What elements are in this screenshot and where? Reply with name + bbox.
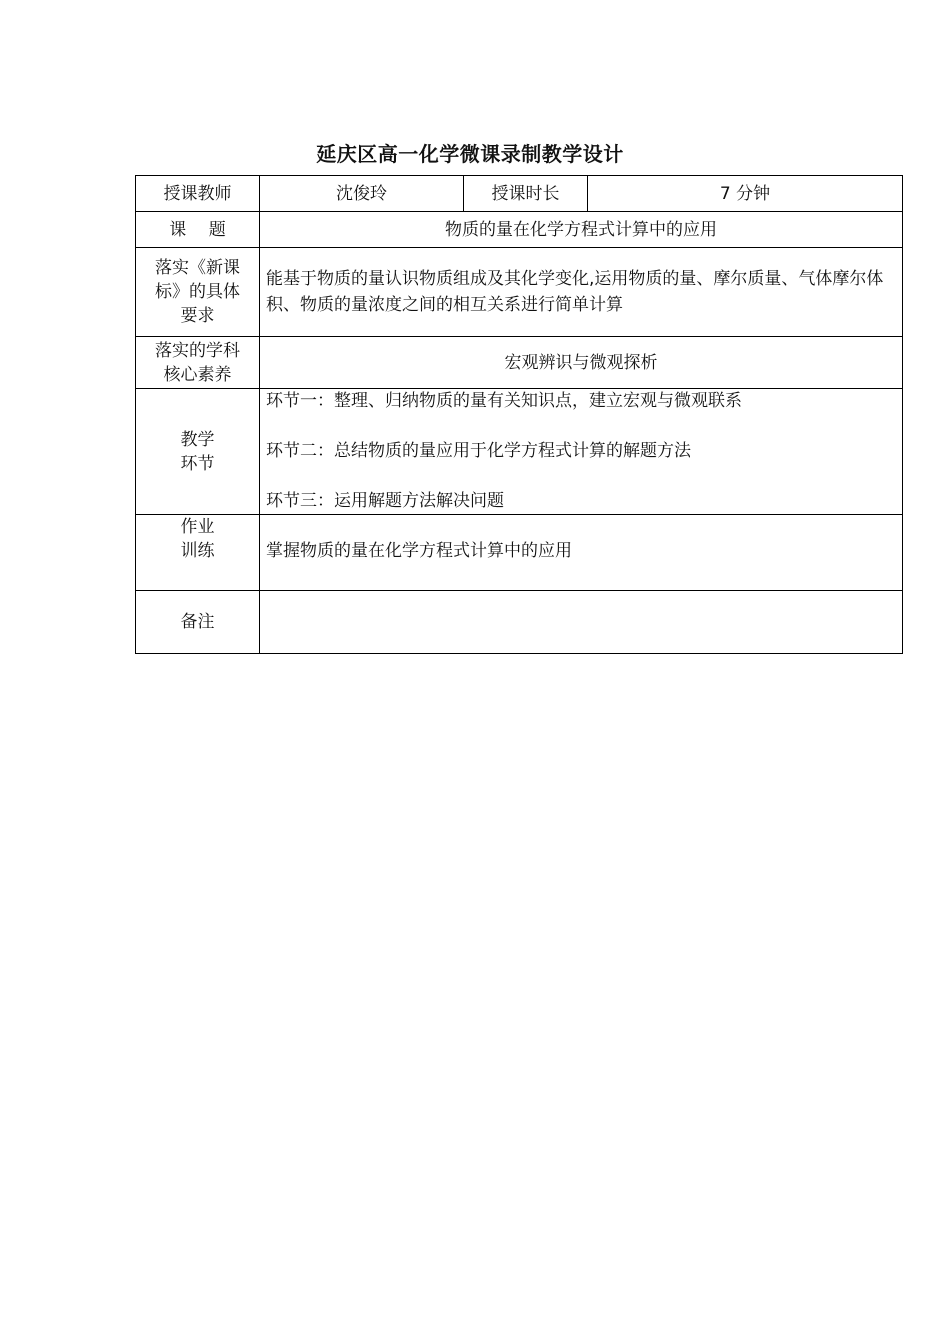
table-row-topic [136,212,903,248]
topic-label: 课 题 [136,212,260,248]
teacher-label: 授课教师 [136,176,260,212]
standard-label [136,248,260,337]
document-title: 延庆区高一化学微课录制教学设计 [316,142,624,166]
literacy-label [136,337,260,389]
topic-value: 物质的量在化学方程式计算中的应用 [260,212,903,248]
stages-label-line2: 环节 [180,453,215,474]
homework-label [136,515,260,591]
stages-label-line1: 教学 [180,429,215,450]
standard-label-line1: 落实《新课 [155,258,240,278]
literacy-value: 宏观辨识与微观探析 [260,337,903,389]
table-row-standard [136,248,903,337]
standard-label-line2: 标》的具体 [155,282,240,302]
literacy-label-line1: 落实的学科 [155,340,240,361]
stage-item: 环节三：运用解题方法解决问题 [266,491,504,511]
table-row-teacher [136,176,903,212]
duration-value: 7 分钟 [588,176,903,212]
stages-label [136,389,260,515]
literacy-label-line2: 核心素养 [163,364,232,385]
standard-value: 能基于物质的量认识物质组成及其化学变化,运用物质的量、摩尔质量、气体摩尔体积、物质的量浓度之间的相互关系进行简单计算 [260,248,903,337]
homework-label-line1: 作业 [180,517,215,537]
homework-label-line2: 训练 [180,541,215,561]
teacher-value: 沈俊玲 [260,176,464,212]
duration-label: 授课时长 [464,176,588,212]
stage-item: 环节二：总结物质的量应用于化学方程式计算的解题方法 [266,441,691,461]
table-row-stages [136,389,903,515]
notes-label: 备注 [136,591,260,654]
stage-item: 环节一：整理、归纳物质的量有关知识点，建立宏观与微观联系 [266,391,742,411]
homework-text: 掌握物质的量在化学方程式计算中的应用 [266,541,572,561]
standard-label-line3: 要求 [180,306,215,326]
lesson-design-table [135,175,903,654]
homework-value [260,515,903,591]
table-row-notes [136,591,903,654]
table-row-literacy [136,337,903,389]
stages-value [260,389,903,515]
table-row-homework [136,515,903,591]
notes-value [260,591,903,654]
